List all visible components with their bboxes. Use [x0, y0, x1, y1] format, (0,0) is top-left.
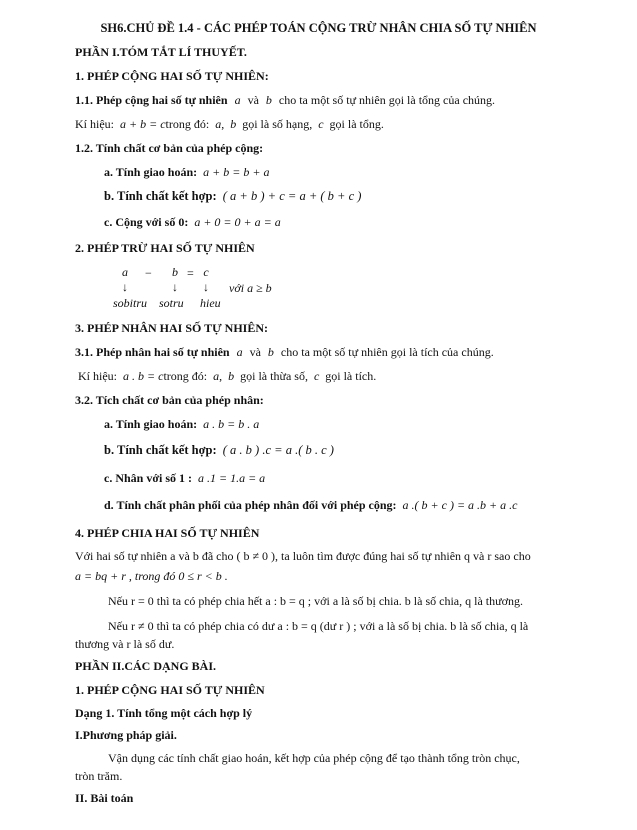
comma: , [219, 369, 223, 383]
notation-label: Kí hiệu: [78, 369, 117, 383]
equals-sign: = [187, 266, 194, 280]
property-label: a. Tính giao hoán: [104, 417, 198, 431]
remainder-division-line2: thương và r là số dư. [75, 637, 175, 651]
addition-expression: a + b = c [120, 117, 166, 131]
notation-text: gọi là thừa số, [240, 369, 308, 383]
property-expression: ( a . b ) .c = a .( b . c ) [222, 443, 334, 457]
multiplication-commutative [104, 416, 259, 432]
section1-heading: 1. PHÉP CỘNG HAI SỐ TỰ NHIÊN: [75, 69, 269, 83]
var-b: b [172, 265, 178, 279]
var-c: c [318, 117, 324, 131]
var-a: a [122, 265, 128, 279]
property-expression: a + 0 = 0 + a = a [194, 215, 281, 229]
property-expression: a .1 = 1.a = a [197, 471, 266, 485]
type1-heading: Dạng 1. Tính tổng một cách hợp lý [75, 706, 253, 720]
addition-commutative [104, 164, 269, 180]
property-expression: ( a + b ) + c = a + ( b + c ) [222, 189, 362, 203]
part1-heading: PHẦN I.TÓM TẮT LÍ THUYẾT. [75, 45, 247, 59]
minuend-label: sobitru [113, 296, 148, 310]
property-expression: a + b = b + a [203, 165, 270, 179]
property-label: c. Nhân với số 1 : [104, 471, 192, 485]
var-b: b [228, 369, 235, 383]
addition-definition-text: cho ta một số tự nhiên gọi là tổng của chúng. [278, 93, 496, 107]
addition-notation [75, 116, 384, 132]
addition-definition [75, 92, 495, 108]
section4-heading: 4. PHÉP CHIA HAI SỐ TỰ NHIÊN [75, 526, 260, 540]
notation-text: trong đó: [165, 117, 210, 131]
method-text-line1: Vận dụng các tính chất giao hoán, kết hợp của phép cộng để tạo thành tổng tròn chục, [108, 751, 520, 765]
addition-zero [104, 214, 281, 230]
exact-division-paragraph: Nếu r = 0 thì ta có phép chia hết a : b = q ; với a là số bị chia. b là số chia, q là thương. [108, 594, 523, 608]
problems-heading: II. Bài toán [75, 791, 134, 805]
down-arrow-icon: ↓ [172, 280, 178, 294]
notation-text: trong đó: [163, 369, 208, 383]
addition-associative [104, 188, 361, 204]
multiplication-one [104, 470, 265, 486]
part2-heading: PHẦN II.CÁC DẠNG BÀI. [75, 659, 217, 673]
property-expression: a .( b + c ) = a .b + a .c [402, 498, 518, 512]
word-and: và [249, 345, 261, 359]
var-c: c [203, 265, 209, 279]
notation-text: gọi là tổng. [329, 117, 384, 131]
method-heading: I.Phương pháp giải. [75, 728, 177, 742]
addition-definition-label: 1.1. Phép cộng hai số tự nhiên [75, 93, 228, 107]
var-c: c [313, 369, 320, 383]
var-b: b [230, 117, 237, 131]
multiplication-distributive [104, 497, 517, 513]
var-a: a [213, 369, 220, 383]
word-and: và [247, 93, 259, 107]
minus-sign: − [145, 266, 152, 280]
down-arrow-icon: ↓ [203, 280, 209, 294]
var-b: b [265, 93, 272, 107]
multiplication-definition [75, 344, 494, 360]
subtraction-minuend-column [110, 265, 140, 295]
section5-heading: 1. PHÉP CỘNG HAI SỐ TỰ NHIÊN [75, 683, 265, 697]
var-a: a [234, 93, 241, 107]
multiplication-properties-heading: 3.2. Tích chất cơ bản của phép nhân: [75, 393, 264, 407]
notation-text: gọi là tích. [325, 369, 377, 383]
section3-heading: 3. PHÉP NHÂN HAI SỐ TỰ NHIÊN: [75, 321, 269, 335]
property-label: b. Tính chất kết hợp: [104, 189, 217, 203]
section2-heading: 2. PHÉP TRỪ HAI SỐ TỰ NHIÊN [75, 241, 255, 255]
multiplication-notation [78, 368, 376, 384]
property-label: a. Tính giao hoán: [104, 165, 198, 179]
multiplication-associative [104, 442, 334, 458]
var-a: a [215, 117, 222, 131]
notation-label: Kí hiệu: [75, 117, 114, 131]
multiplication-definition-label: 3.1. Phép nhân hai số tự nhiên [75, 345, 230, 359]
multiplication-definition-text: cho ta một số tự nhiên gọi là tích của chúng. [280, 345, 494, 359]
subtraction-difference-column [198, 265, 214, 295]
division-paragraph-line2: a = bq + r , trong đó 0 ≤ r < b . [75, 569, 228, 583]
notation-text: gọi là số hạng, [242, 117, 313, 131]
addition-properties-heading: 1.2. Tính chất cơ bản của phép cộng: [75, 141, 264, 155]
division-paragraph-line1: Với hai số tự nhiên a và b đã cho ( b ≠ 0 ), ta luôn tìm được đúng hai số tự nhiên q và r sao cho [75, 549, 531, 563]
var-a: a [236, 345, 243, 359]
difference-label: hieu [200, 296, 221, 310]
comma: , [221, 117, 225, 131]
method-text-line2: tròn trăm. [75, 769, 123, 783]
remainder-division-line1: Nếu r ≠ 0 thì ta có phép chia có dư a : b = q (dư r ) ; với a là số bị chia. b là số chia, q là [108, 619, 529, 633]
var-b: b [267, 345, 274, 359]
multiplication-expression: a . b = c [123, 369, 164, 383]
property-label: c. Cộng với số 0: [104, 215, 189, 229]
subtraction-subtrahend-column [160, 265, 190, 295]
down-arrow-icon: ↓ [122, 280, 128, 294]
property-expression: a . b = b . a [203, 417, 260, 431]
property-label: d. Tính chất phân phối của phép nhân đối với phép cộng: [104, 498, 397, 512]
page-title: SH6.CHỦ ĐỀ 1.4 - CÁC PHÉP TOÁN CỘNG TRỪ NHÂN CHIA SỐ TỰ NHIÊN [100, 21, 537, 35]
property-label: b. Tính chất kết hợp: [104, 443, 217, 457]
subtraction-condition: với a ≥ b [229, 281, 272, 295]
subtrahend-label: sotru [159, 296, 184, 310]
